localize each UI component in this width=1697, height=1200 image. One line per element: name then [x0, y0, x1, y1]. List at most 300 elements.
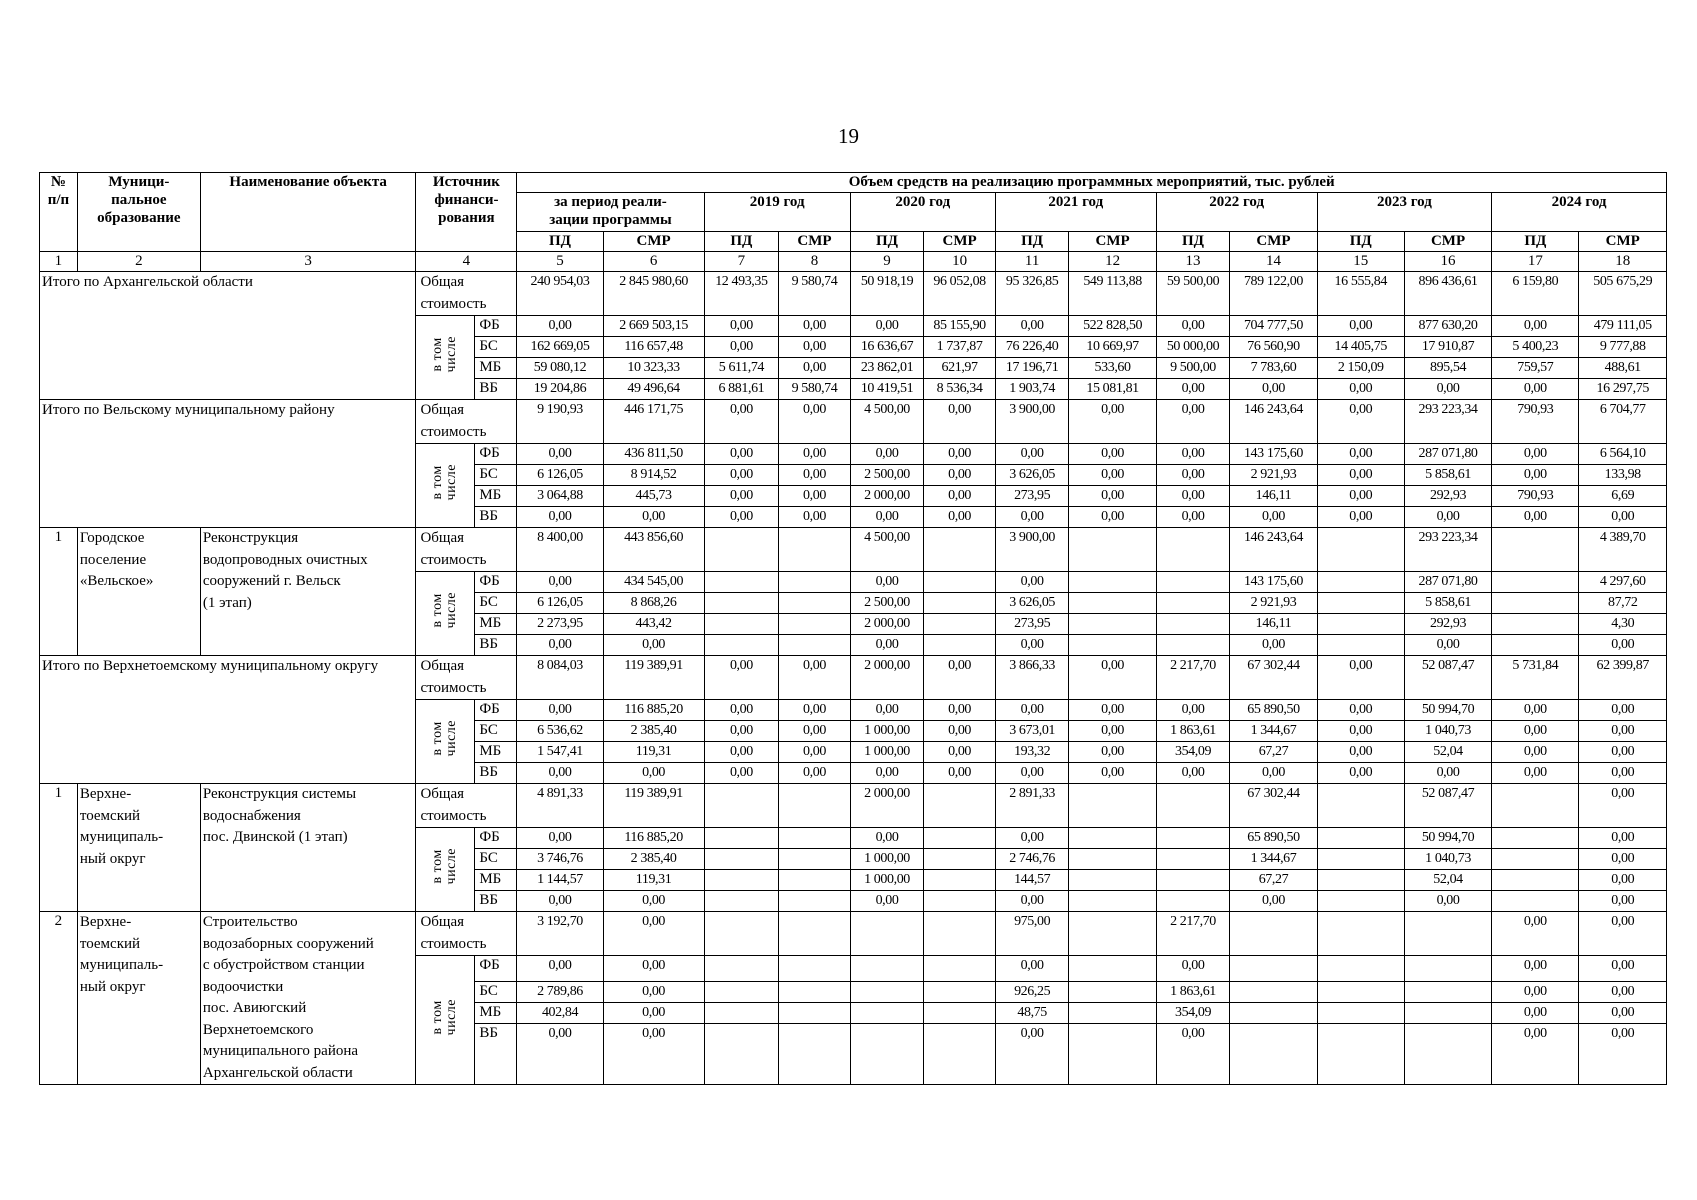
source-vb: ВБ	[475, 635, 517, 656]
value-cell: 50 000,00	[1156, 337, 1230, 358]
value-cell	[1317, 956, 1404, 982]
column-number: 5	[517, 252, 603, 272]
header-2024: 2024 год	[1492, 193, 1667, 232]
value-cell: 0,00	[995, 828, 1069, 849]
value-cell: 10 419,51	[850, 379, 924, 400]
value-cell	[1069, 982, 1156, 1003]
value-cell: 0,00	[517, 635, 603, 656]
value-cell: 6 564,10	[1579, 444, 1667, 465]
total-cost-text: Общая стоимость	[420, 274, 487, 312]
value-cell: 0,00	[779, 444, 851, 465]
value-cell: 0,00	[1230, 891, 1317, 912]
value-cell	[1317, 849, 1404, 870]
header-pd: ПД	[1317, 232, 1404, 252]
value-cell: 0,00	[1069, 763, 1156, 784]
value-cell: 1 040,73	[1404, 721, 1491, 742]
column-numbers-row	[40, 252, 1667, 272]
object-text: Реконструкция водопроводных очистных сооружений г. Вельск (1 этап)	[202, 530, 368, 611]
header-pd: ПД	[1492, 232, 1579, 252]
value-cell	[1156, 849, 1230, 870]
value-cell	[1069, 1003, 1156, 1024]
value-cell: 0,00	[1317, 656, 1404, 700]
value-cell: 0,00	[924, 656, 996, 700]
value-cell: 2 217,70	[1156, 656, 1230, 700]
value-cell: 293 223,34	[1404, 400, 1491, 444]
value-cell	[704, 982, 779, 1003]
value-cell: 0,00	[995, 635, 1069, 656]
value-cell	[924, 849, 996, 870]
value-cell: 1 863,61	[1156, 721, 1230, 742]
value-cell: 50 994,70	[1404, 700, 1491, 721]
value-cell: 896 436,61	[1404, 272, 1491, 316]
value-cell: 0,00	[704, 721, 779, 742]
value-cell	[1230, 956, 1317, 982]
value-cell: 0,00	[603, 982, 704, 1003]
value-cell: 2 845 980,60	[603, 272, 704, 316]
column-number: 1	[40, 252, 78, 272]
value-cell: 0,00	[1317, 465, 1404, 486]
value-cell: 6 881,61	[704, 379, 779, 400]
value-cell: 0,00	[1492, 912, 1579, 956]
value-cell: 0,00	[517, 507, 603, 528]
value-cell: 4 500,00	[850, 400, 924, 444]
value-cell: 0,00	[1579, 700, 1667, 721]
value-cell: 4,30	[1579, 614, 1667, 635]
value-cell: 1 903,74	[995, 379, 1069, 400]
value-cell: 0,00	[1492, 742, 1579, 763]
value-cell: 119 389,91	[603, 656, 704, 700]
source-vb: ВБ	[475, 379, 517, 400]
value-cell: 0,00	[704, 742, 779, 763]
header-pd: ПД	[517, 232, 603, 252]
value-cell: 0,00	[517, 956, 603, 982]
value-cell: 0,00	[995, 891, 1069, 912]
including-label	[416, 700, 475, 784]
value-cell	[1156, 784, 1230, 828]
value-cell	[924, 891, 996, 912]
value-cell: 119 389,91	[603, 784, 704, 828]
municipality-name	[77, 912, 200, 1085]
value-cell: 0,00	[924, 507, 996, 528]
value-cell: 0,00	[1317, 486, 1404, 507]
value-cell: 0,00	[1492, 465, 1579, 486]
value-cell	[1317, 784, 1404, 828]
value-cell	[1069, 891, 1156, 912]
value-cell: 0,00	[1579, 1024, 1667, 1085]
value-cell: 5 400,23	[1492, 337, 1579, 358]
program-funding-table	[39, 172, 1667, 1085]
value-cell: 0,00	[995, 507, 1069, 528]
value-cell: 0,00	[1404, 379, 1491, 400]
header-pd: ПД	[704, 232, 779, 252]
section-total-label: Итого по Архангельской области	[40, 272, 416, 400]
header-volume: Объем средств на реализацию программных мероприятий, тыс. рублей	[517, 173, 1667, 193]
value-cell: 0,00	[1579, 891, 1667, 912]
value-cell	[779, 849, 851, 870]
value-cell	[1317, 1024, 1404, 1085]
source-mb: МБ	[475, 1003, 517, 1024]
value-cell: 15 081,81	[1069, 379, 1156, 400]
source-vb: ВБ	[475, 507, 517, 528]
value-cell: 2 891,33	[995, 784, 1069, 828]
value-cell	[1156, 528, 1230, 572]
value-cell: 759,57	[1492, 358, 1579, 379]
value-cell: 12 493,35	[704, 272, 779, 316]
value-cell: 0,00	[1317, 721, 1404, 742]
value-cell: 436 811,50	[603, 444, 704, 465]
total-cost-label	[416, 272, 517, 316]
value-cell: 0,00	[517, 828, 603, 849]
municipality-name	[77, 528, 200, 656]
header-2019: 2019 год	[704, 193, 850, 232]
column-number: 9	[850, 252, 924, 272]
value-cell: 6 126,05	[517, 465, 603, 486]
value-cell: 0,00	[517, 1024, 603, 1085]
value-cell: 0,00	[1579, 982, 1667, 1003]
value-cell: 0,00	[850, 507, 924, 528]
value-cell: 0,00	[1579, 784, 1667, 828]
value-cell: 443,42	[603, 614, 704, 635]
value-cell: 162 669,05	[517, 337, 603, 358]
value-cell: 402,84	[517, 1003, 603, 1024]
source-fb: ФБ	[475, 444, 517, 465]
value-cell	[1156, 635, 1230, 656]
municipality-text: Городское поселение «Вельское»	[79, 530, 154, 589]
value-cell: 293 223,34	[1404, 528, 1491, 572]
source-mb: МБ	[475, 614, 517, 635]
value-cell: 52,04	[1404, 742, 1491, 763]
value-cell: 522 828,50	[1069, 316, 1156, 337]
including-text: в том числе	[430, 592, 460, 629]
value-cell: 0,00	[1492, 982, 1579, 1003]
value-cell: 10 669,97	[1069, 337, 1156, 358]
value-cell: 67 302,44	[1230, 656, 1317, 700]
value-cell	[779, 593, 851, 614]
value-cell: 273,95	[995, 486, 1069, 507]
value-cell: 0,00	[1492, 1024, 1579, 1085]
value-cell: 704 777,50	[1230, 316, 1317, 337]
header-num: № п/п	[40, 173, 78, 252]
value-cell: 116 885,20	[603, 700, 704, 721]
including-text: в том числе	[430, 464, 460, 501]
value-cell	[1317, 635, 1404, 656]
value-cell: 3 900,00	[995, 400, 1069, 444]
value-cell: 52 087,47	[1404, 784, 1491, 828]
header-smr: СМР	[603, 232, 704, 252]
value-cell: 0,00	[995, 572, 1069, 593]
value-cell: 895,54	[1404, 358, 1491, 379]
value-cell	[779, 870, 851, 891]
value-cell	[704, 614, 779, 635]
value-cell	[704, 870, 779, 891]
object-text: Строительство водозаборных сооружений с обустройством станции водоочистки пос. Авиюгский Верхнетоемского муниципального района Архангельской области	[202, 914, 374, 1081]
value-cell: 2 921,93	[1230, 465, 1317, 486]
value-cell	[1492, 784, 1579, 828]
header-smr: СМР	[924, 232, 996, 252]
value-cell: 0,00	[1156, 465, 1230, 486]
value-cell: 0,00	[1156, 507, 1230, 528]
value-cell: 49 496,64	[603, 379, 704, 400]
value-cell: 354,09	[1156, 1003, 1230, 1024]
value-cell: 0,00	[779, 316, 851, 337]
value-cell: 2 000,00	[850, 656, 924, 700]
value-cell: 0,00	[1156, 486, 1230, 507]
value-cell: 67,27	[1230, 870, 1317, 891]
object-name	[200, 912, 416, 1085]
value-cell: 4 891,33	[517, 784, 603, 828]
value-cell: 2 789,86	[517, 982, 603, 1003]
value-cell: 8 400,00	[517, 528, 603, 572]
value-cell: 0,00	[1230, 379, 1317, 400]
value-cell	[1069, 828, 1156, 849]
value-cell: 0,00	[779, 337, 851, 358]
value-cell: 3 900,00	[995, 528, 1069, 572]
source-fb: ФБ	[475, 700, 517, 721]
value-cell: 0,00	[995, 316, 1069, 337]
column-number: 18	[1579, 252, 1667, 272]
value-cell: 17 910,87	[1404, 337, 1491, 358]
column-number: 2	[77, 252, 200, 272]
total-cost-label	[416, 528, 517, 572]
value-cell	[704, 572, 779, 593]
value-cell: 0,00	[850, 763, 924, 784]
source-mb: МБ	[475, 870, 517, 891]
value-cell: 2 669 503,15	[603, 316, 704, 337]
value-cell	[1492, 849, 1579, 870]
value-cell	[1069, 614, 1156, 635]
value-cell: 0,00	[1317, 507, 1404, 528]
value-cell: 0,00	[850, 700, 924, 721]
value-cell: 0,00	[1492, 379, 1579, 400]
value-cell	[924, 912, 996, 956]
value-cell: 9 777,88	[1579, 337, 1667, 358]
municipality-name	[77, 784, 200, 912]
including-text: в том числе	[430, 998, 460, 1036]
value-cell: 0,00	[1492, 1003, 1579, 1024]
value-cell: 505 675,29	[1579, 272, 1667, 316]
row-number: 1	[40, 528, 78, 656]
value-cell: 52,04	[1404, 870, 1491, 891]
value-cell: 146 243,64	[1230, 528, 1317, 572]
header-smr: СМР	[779, 232, 851, 252]
column-number: 14	[1230, 252, 1317, 272]
total-cost-label	[416, 656, 517, 700]
value-cell: 0,00	[704, 700, 779, 721]
including-text: в том числе	[430, 720, 460, 757]
value-cell: 0,00	[1492, 763, 1579, 784]
value-cell	[850, 982, 924, 1003]
column-number: 12	[1069, 252, 1156, 272]
value-cell: 0,00	[1579, 870, 1667, 891]
value-cell: 1 737,87	[924, 337, 996, 358]
value-cell	[924, 572, 996, 593]
value-cell	[1156, 891, 1230, 912]
value-cell: 0,00	[1156, 763, 1230, 784]
value-cell: 0,00	[1069, 465, 1156, 486]
value-cell: 0,00	[1156, 956, 1230, 982]
value-cell: 0,00	[1069, 486, 1156, 507]
value-cell: 0,00	[704, 400, 779, 444]
value-cell: 4 297,60	[1579, 572, 1667, 593]
header-2021: 2021 год	[995, 193, 1156, 232]
value-cell: 2 000,00	[850, 784, 924, 828]
value-cell: 9 500,00	[1156, 358, 1230, 379]
value-cell: 0,00	[779, 700, 851, 721]
value-cell: 0,00	[1579, 828, 1667, 849]
value-cell	[1230, 912, 1317, 956]
object-name	[200, 528, 416, 656]
value-cell: 116 657,48	[603, 337, 704, 358]
value-cell: 0,00	[704, 507, 779, 528]
value-cell: 2 746,76	[995, 849, 1069, 870]
value-cell: 9 190,93	[517, 400, 603, 444]
value-cell	[1069, 956, 1156, 982]
value-cell	[704, 1003, 779, 1024]
value-cell: 76 560,90	[1230, 337, 1317, 358]
value-cell: 0,00	[704, 337, 779, 358]
value-cell: 6 159,80	[1492, 272, 1579, 316]
value-cell: 0,00	[779, 763, 851, 784]
value-cell	[704, 1024, 779, 1085]
value-cell	[1317, 572, 1404, 593]
value-cell: 4 500,00	[850, 528, 924, 572]
value-cell: 446 171,75	[603, 400, 704, 444]
value-cell: 2 921,93	[1230, 593, 1317, 614]
value-cell: 0,00	[995, 763, 1069, 784]
value-cell	[1492, 572, 1579, 593]
value-cell: 7 783,60	[1230, 358, 1317, 379]
value-cell: 0,00	[1492, 444, 1579, 465]
value-cell: 9 580,74	[779, 272, 851, 316]
value-cell: 0,00	[704, 656, 779, 700]
value-cell	[1317, 614, 1404, 635]
value-cell	[779, 635, 851, 656]
value-cell: 0,00	[924, 763, 996, 784]
including-text: в том числе	[430, 848, 460, 885]
value-cell	[704, 912, 779, 956]
value-cell: 0,00	[1156, 316, 1230, 337]
value-cell	[1069, 528, 1156, 572]
value-cell: 2 000,00	[850, 614, 924, 635]
value-cell	[1492, 635, 1579, 656]
value-cell	[1317, 891, 1404, 912]
value-cell: 549 113,88	[1069, 272, 1156, 316]
value-cell: 0,00	[1579, 507, 1667, 528]
including-label	[416, 828, 475, 912]
value-cell: 0,00	[1317, 444, 1404, 465]
value-cell	[924, 982, 996, 1003]
value-cell: 0,00	[850, 828, 924, 849]
value-cell: 488,61	[1579, 358, 1667, 379]
value-cell: 0,00	[779, 656, 851, 700]
value-cell	[704, 849, 779, 870]
value-cell: 877 630,20	[1404, 316, 1491, 337]
value-cell: 0,00	[850, 635, 924, 656]
value-cell: 0,00	[517, 444, 603, 465]
value-cell: 1 344,67	[1230, 721, 1317, 742]
value-cell: 3 064,88	[517, 486, 603, 507]
value-cell	[704, 891, 779, 912]
value-cell: 790,93	[1492, 486, 1579, 507]
value-cell: 1 344,67	[1230, 849, 1317, 870]
value-cell: 0,00	[1579, 849, 1667, 870]
value-cell: 116 885,20	[603, 828, 704, 849]
value-cell: 0,00	[779, 721, 851, 742]
value-cell	[1317, 528, 1404, 572]
row-number: 1	[40, 784, 78, 912]
value-cell: 0,00	[1404, 891, 1491, 912]
source-mb: МБ	[475, 486, 517, 507]
value-cell: 0,00	[850, 316, 924, 337]
value-cell: 0,00	[1230, 763, 1317, 784]
value-cell: 0,00	[1156, 700, 1230, 721]
value-cell: 76 226,40	[995, 337, 1069, 358]
value-cell: 146 243,64	[1230, 400, 1317, 444]
value-cell: 14 405,75	[1317, 337, 1404, 358]
value-cell: 119,31	[603, 870, 704, 891]
value-cell	[1156, 870, 1230, 891]
source-mb: МБ	[475, 742, 517, 763]
column-number: 13	[1156, 252, 1230, 272]
including-text: в том числе	[430, 336, 460, 373]
value-cell: 0,00	[517, 763, 603, 784]
value-cell	[1230, 1024, 1317, 1085]
value-cell: 133,98	[1579, 465, 1667, 486]
value-cell: 0,00	[1317, 763, 1404, 784]
value-cell	[704, 828, 779, 849]
header-mo: Муници- пальное образование	[77, 173, 200, 252]
value-cell: 2 385,40	[603, 721, 704, 742]
value-cell: 0,00	[779, 742, 851, 763]
value-cell: 5 611,74	[704, 358, 779, 379]
value-cell: 8 536,34	[924, 379, 996, 400]
column-number: 16	[1404, 252, 1491, 272]
including-label	[416, 316, 475, 400]
value-cell: 0,00	[704, 763, 779, 784]
value-cell: 0,00	[924, 486, 996, 507]
value-cell: 1 000,00	[850, 849, 924, 870]
value-cell	[1492, 528, 1579, 572]
value-cell: 3 626,05	[995, 465, 1069, 486]
value-cell	[704, 784, 779, 828]
value-cell: 143 175,60	[1230, 444, 1317, 465]
value-cell: 59 500,00	[1156, 272, 1230, 316]
source-bs: БС	[475, 721, 517, 742]
value-cell: 0,00	[1230, 635, 1317, 656]
value-cell	[1069, 1024, 1156, 1085]
value-cell	[924, 1003, 996, 1024]
value-cell	[1069, 593, 1156, 614]
value-cell: 292,93	[1404, 614, 1491, 635]
value-cell: 87,72	[1579, 593, 1667, 614]
value-cell	[924, 593, 996, 614]
value-cell: 292,93	[1404, 486, 1491, 507]
value-cell	[704, 635, 779, 656]
value-cell: 0,00	[1492, 507, 1579, 528]
value-cell: 0,00	[1317, 742, 1404, 763]
value-cell: 5 858,61	[1404, 593, 1491, 614]
value-cell: 0,00	[603, 891, 704, 912]
value-cell: 0,00	[995, 956, 1069, 982]
value-cell	[779, 614, 851, 635]
value-cell: 143 175,60	[1230, 572, 1317, 593]
section-total-label: Итого по Вельскому муниципальному району	[40, 400, 416, 528]
column-number: 3	[200, 252, 416, 272]
value-cell	[704, 956, 779, 982]
value-cell	[1069, 870, 1156, 891]
value-cell: 0,00	[603, 507, 704, 528]
value-cell	[1156, 572, 1230, 593]
